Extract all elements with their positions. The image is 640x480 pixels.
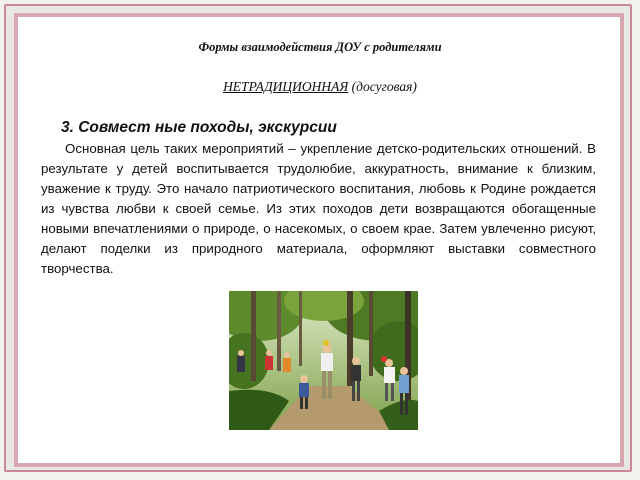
forest-walk-photo — [229, 291, 418, 430]
section-heading: 3. Совмест ные походы, экскурсии — [61, 119, 337, 136]
slide-title: Формы взаимодействия ДОУ с родителями — [198, 40, 442, 54]
subtitle-paren: (досуговая) — [348, 79, 417, 94]
slide-subtitle — [0, 79, 640, 95]
subtitle-main: НЕТРАДИЦИОННАЯ — [223, 79, 349, 94]
photo-illustration — [229, 291, 418, 430]
body-paragraph: Основная цель таких мероприятий – укрепление детско-родительских отношений. В результате у детей воспитывается трудолюбие, аккуратность, внимание к близким, уважение к труду. Это начало патриотического воспитания, любовь к Родине рождается из чувства любви к своей семье. Из этих походов дети возвращаются обогащенные новыми впечатлениями о природе, о насекомых, о своем крае. Затем увлеченно рисуют, делают поделки из природного материала, оформляют выставки совместного творчества. — [41, 141, 596, 276]
